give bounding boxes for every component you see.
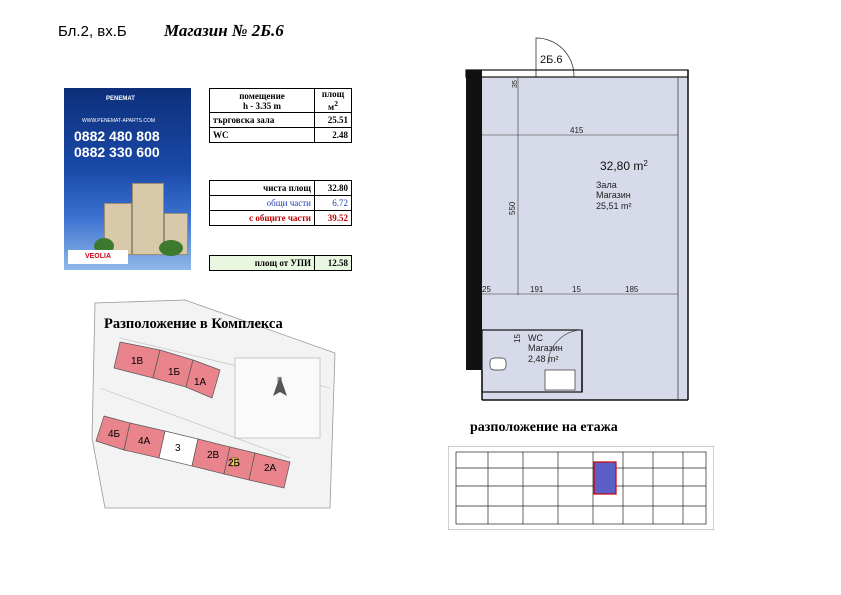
dimension-label: 15 [572, 285, 581, 294]
table-row: WC 2.48 [210, 128, 352, 143]
building-label: Бл.2, вх.Б [58, 23, 127, 40]
floor-plan [460, 30, 700, 402]
dimension-label: 25 [482, 285, 491, 294]
banner-phone-2: 0882 330 600 [74, 144, 160, 160]
dimension-label: 191 [530, 285, 544, 294]
total-area-label: 32,80 $m^2$ [600, 159, 648, 173]
unit-label: 4Б [108, 429, 121, 440]
wall [466, 70, 482, 370]
dimension-label: 35 [512, 80, 519, 88]
unit-label: 2А [264, 463, 277, 474]
floor-location-title: разположение на етажа [470, 420, 618, 435]
unit-label: 1Б [168, 367, 181, 378]
banner-brand: PENEMAT [106, 96, 135, 102]
room-fill [482, 77, 688, 400]
door-label: 2Б.6 [540, 54, 563, 66]
room-area: 25,51 m² [596, 201, 632, 211]
banner-tree-image [159, 240, 183, 256]
table-row: площ от УПИ 12.58 [210, 256, 352, 271]
site-plan-title: Разположение в Комплекса [104, 316, 283, 332]
dimension-label: 185 [625, 285, 639, 294]
north-label: N [277, 377, 283, 384]
wall [466, 70, 688, 77]
sink-icon [545, 370, 575, 390]
dimension-label: 415 [570, 126, 584, 135]
room-type: Магазин [596, 190, 631, 200]
advertising-banner [64, 88, 191, 270]
upi-table [209, 255, 352, 271]
banner-website: WWW.PENEMAT-APARTS.COM [82, 118, 156, 124]
unit-label: 3 [175, 443, 181, 454]
shop-title: Магазин № 2Б.6 [164, 21, 284, 40]
floor-location-plan [448, 446, 714, 530]
banner-phone-1: 0882 480 808 [74, 128, 160, 144]
unit-label: 1А [194, 377, 207, 388]
area-table [209, 88, 352, 143]
unit-label: 1В [131, 356, 144, 367]
banner-partner-logo: VEOLIA [68, 250, 128, 264]
area-table-header-area: площ $м^2$ [315, 89, 352, 113]
table-row: търговска зала 25.51 [210, 113, 352, 128]
unit-label: 2В [207, 450, 220, 461]
table-row: с общите части 39.52 [210, 211, 352, 226]
table-row: общи части 6.72 [210, 196, 352, 211]
highlighted-shop [594, 462, 616, 494]
room-type: Магазин [528, 343, 563, 353]
totals-table [209, 180, 352, 226]
unit-label: 2Б [228, 458, 241, 469]
table-row: чиста площ 32.80 [210, 181, 352, 196]
dimension-label: 15 [513, 334, 522, 343]
room-name: Зала [596, 180, 617, 190]
dimension-label: 550 [508, 201, 517, 215]
room-area: 2,48 m² [528, 354, 559, 364]
area-table-header-room: помещение h - 3.35 m [210, 89, 315, 113]
room-name: WC [528, 333, 543, 343]
toilet-icon [490, 358, 506, 370]
unit-label: 4А [138, 436, 151, 447]
